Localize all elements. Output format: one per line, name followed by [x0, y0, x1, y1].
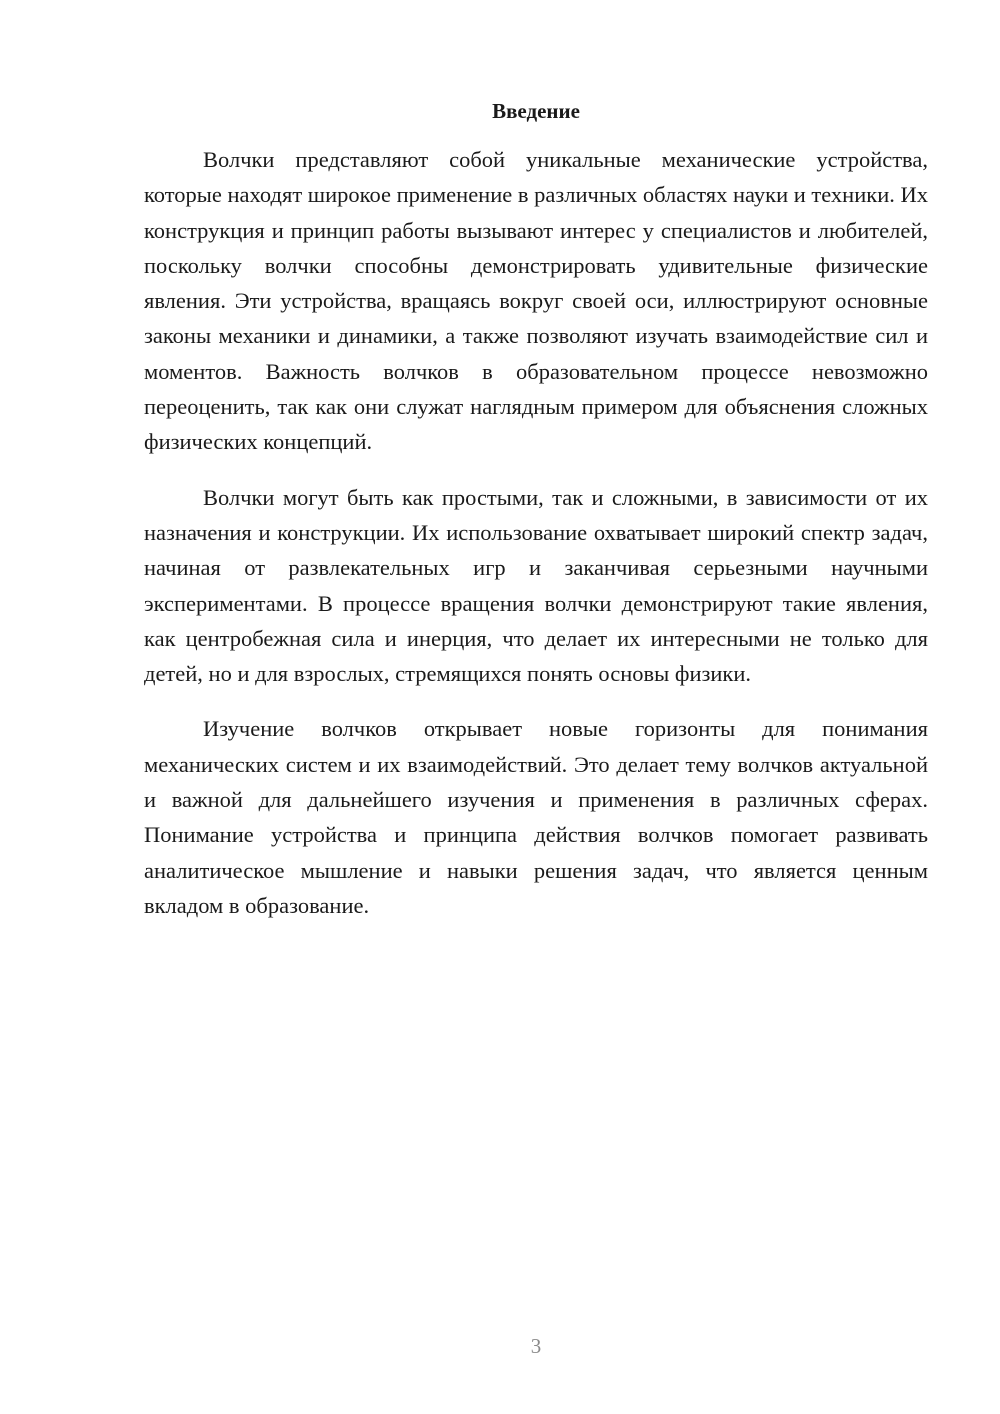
body-text [144, 142, 928, 943]
paragraph-2: Волчки могут быть как простыми, так и сложными, в зависимости от их назначения и конструкции. Их использование охватывает широкий спектр задач, начиная от развлекательных игр и заканчивая серьезными научными экспериментами. В процессе вращения волчки демонстрируют такие явления, как центробежная сила и инерция, что делает их интересными не только для детей, но и для взрослых, стремящихся понять основы физики. [144, 484, 928, 687]
paragraph-1: Волчки представляют собой уникальные механические устройства, которые находят широкое применение в различных областях науки и техники. Их конструкция и принцип работы вызывают интерес у специалистов и любителей, поскольку волчки способны демонстрировать удивительные физические явления. Эти устройства, вращаясь вокруг своей оси, иллюстрируют основные законы механики и динамики, а также позволяют изучать взаимодействие сил и моментов. Важность волчков в образовательном процессе невозможно переоценить, так как они служат наглядным примером для объяснения сложных физических концепций. [144, 147, 928, 455]
paragraph-3: Изучение волчков открывает новые горизонты для понимания механических систем и их взаимодействий. Это делает тему волчков актуальной и важной для дальнейшего изучения и применения в различных сферах. Понимание устройства и принципа действия волчков помогает развивать аналитическое мышление и навыки решения задач, что является ценным вкладом в образование. [144, 716, 928, 918]
page-number: 3 [530, 1334, 542, 1358]
section-heading: Введение [492, 99, 580, 123]
